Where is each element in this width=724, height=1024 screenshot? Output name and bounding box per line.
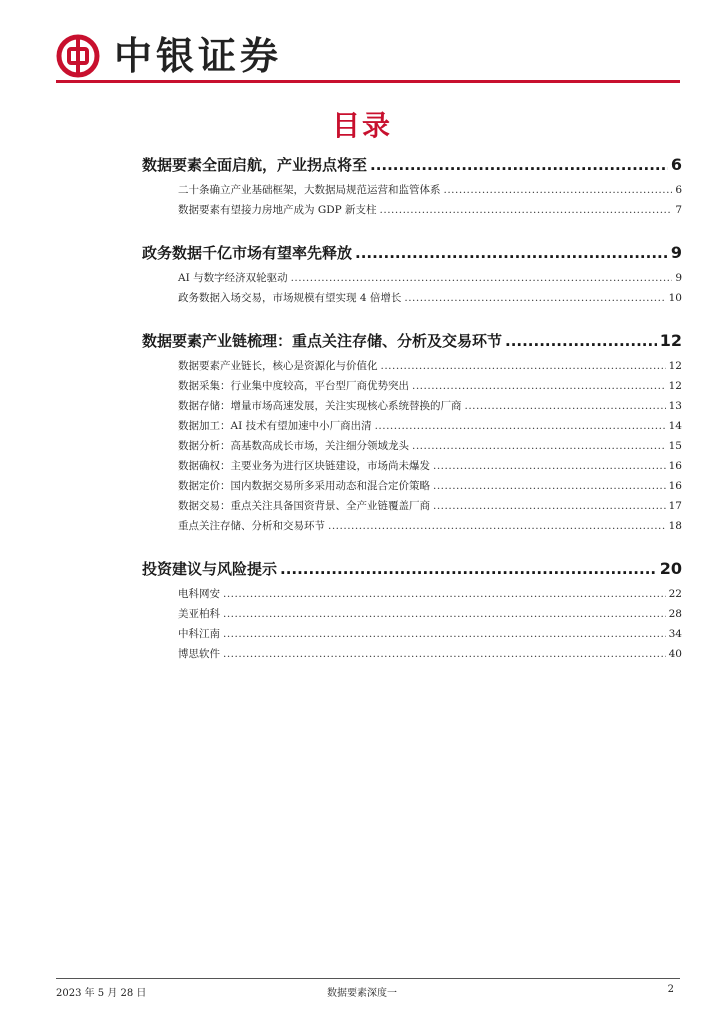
dot-leader bbox=[433, 456, 666, 476]
toc-section-entry[interactable] bbox=[142, 326, 682, 356]
dot-leader bbox=[370, 150, 668, 180]
dot-leader bbox=[223, 644, 666, 664]
toc-subsection-entry[interactable] bbox=[142, 396, 682, 416]
toc-title: 目录 bbox=[331, 109, 392, 142]
toc-subsection-page: 14 bbox=[668, 420, 682, 432]
toc-subsection-entry[interactable] bbox=[142, 416, 682, 436]
dot-leader bbox=[291, 268, 673, 288]
toc-subsection-page: 34 bbox=[668, 628, 682, 640]
dot-leader bbox=[375, 416, 666, 436]
dot-leader bbox=[223, 604, 666, 624]
toc-subsection-title: 美亚柏科 bbox=[178, 608, 220, 620]
toc-subsection-title: 数据分析：高基数高成长市场，关注细分领域龙头 bbox=[178, 440, 409, 452]
dot-leader bbox=[412, 436, 666, 456]
toc-subsection-page: 6 bbox=[675, 184, 682, 196]
dot-leader bbox=[381, 356, 666, 376]
toc-subsection-page: 28 bbox=[668, 608, 682, 620]
toc-section-entry[interactable] bbox=[142, 554, 682, 584]
toc-subsection-page: 10 bbox=[668, 292, 682, 304]
bank-of-china-logo-icon bbox=[56, 34, 100, 78]
toc-subsection-page: 15 bbox=[668, 440, 682, 452]
toc-subsection-entry[interactable] bbox=[142, 268, 682, 288]
toc-section-title: 投资建议与风险提示 bbox=[142, 560, 278, 578]
toc-subsection-title: 数据确权：主要业务为进行区块链建设，市场尚未爆发 bbox=[178, 460, 430, 472]
toc-subsection-entry[interactable] bbox=[142, 604, 682, 624]
toc-subsection-entry[interactable] bbox=[142, 584, 682, 604]
toc-subsection-entry[interactable] bbox=[142, 288, 682, 308]
toc-subsection-page: 9 bbox=[675, 272, 682, 284]
page-header bbox=[56, 28, 676, 80]
dot-leader bbox=[328, 516, 666, 536]
toc-subsection-title: 重点关注存储、分析和交易环节 bbox=[178, 520, 325, 532]
toc-subsection-page: 16 bbox=[668, 460, 682, 472]
toc-subsection-page: 12 bbox=[668, 360, 682, 372]
toc-subsection-page: 22 bbox=[668, 588, 682, 600]
toc-subsection-title: 博思软件 bbox=[178, 648, 220, 660]
footer-doc-title: 数据要素深度一 bbox=[327, 988, 397, 999]
toc-subsection-title: 政务数据入场交易，市场规模有望实现 4 倍增长 bbox=[178, 292, 402, 304]
dot-leader bbox=[433, 476, 666, 496]
toc-subsection-entry[interactable] bbox=[142, 496, 682, 516]
dot-leader bbox=[280, 554, 657, 584]
toc-subsection-page: 12 bbox=[668, 380, 682, 392]
footer-rule bbox=[56, 978, 680, 979]
dot-leader bbox=[223, 584, 666, 604]
toc-subsection-entry[interactable] bbox=[142, 356, 682, 376]
toc-subsection-entry[interactable] bbox=[142, 516, 682, 536]
toc-subsection-page: 16 bbox=[668, 480, 682, 492]
toc-subsection-page: 17 bbox=[668, 500, 682, 512]
dot-leader bbox=[505, 326, 657, 356]
dot-leader bbox=[380, 200, 673, 220]
toc-subsection-title: 中科江南 bbox=[178, 628, 220, 640]
toc-subsection-page: 7 bbox=[675, 204, 682, 216]
dot-leader bbox=[404, 288, 665, 308]
toc-subsection-page: 40 bbox=[668, 648, 682, 660]
toc-subsection-title: 电科网安 bbox=[178, 588, 220, 600]
toc-subsection-entry[interactable] bbox=[142, 436, 682, 456]
toc-subsection-title: 数据加工：AI 技术有望加速中小厂商出清 bbox=[178, 420, 372, 432]
toc-subsection-page: 13 bbox=[668, 400, 682, 412]
toc-subsection-entry[interactable] bbox=[142, 376, 682, 396]
header-rule bbox=[56, 80, 680, 83]
dot-leader bbox=[355, 238, 668, 268]
toc-subsection-entry[interactable] bbox=[142, 624, 682, 644]
toc-section-title: 政务数据千亿市场有望率先释放 bbox=[142, 244, 353, 262]
toc-subsection-entry[interactable] bbox=[142, 180, 682, 200]
dot-leader bbox=[223, 624, 666, 644]
brand-name: 中银证券 bbox=[114, 34, 283, 78]
toc-subsection-entry[interactable] bbox=[142, 476, 682, 496]
dot-leader bbox=[412, 376, 666, 396]
toc-subsection-title: AI 与数字经济双轮驱动 bbox=[178, 272, 288, 284]
toc-subsection-title: 数据要素产业链长，核心是资源化与价值化 bbox=[178, 360, 378, 372]
toc-section-title: 数据要素全面启航，产业拐点将至 bbox=[142, 156, 368, 174]
toc-section-entry[interactable] bbox=[142, 150, 682, 180]
toc-subsection-entry[interactable] bbox=[142, 644, 682, 664]
dot-leader bbox=[465, 396, 666, 416]
footer-date: 2023 年 5 月 28 日 bbox=[56, 988, 147, 999]
toc-section-page: 9 bbox=[670, 243, 682, 262]
dot-leader bbox=[444, 180, 673, 200]
toc-subsection-title: 数据定价：国内数据交易所多采用动态和混合定价策略 bbox=[178, 480, 430, 492]
toc-section-entry[interactable] bbox=[142, 238, 682, 268]
toc-subsection-title: 数据要素有望接力房地产成为 GDP 新支柱 bbox=[178, 204, 377, 216]
toc-section-page: 20 bbox=[659, 559, 682, 578]
toc-subsection-title: 数据存储：增量市场高速发展，关注实现核心系统替换的厂商 bbox=[178, 400, 462, 412]
toc-subsection-entry[interactable] bbox=[142, 200, 682, 220]
toc-subsection-title: 数据采集：行业集中度较高，平台型厂商优势突出 bbox=[178, 380, 409, 392]
toc-section-title: 数据要素产业链梳理：重点关注存储、分析及交易环节 bbox=[142, 332, 503, 350]
toc-subsection-entry[interactable] bbox=[142, 456, 682, 476]
toc-subsection-title: 二十条确立产业基础框架，大数据局规范运营和监管体系 bbox=[178, 184, 441, 196]
footer-page-number: 2 bbox=[667, 984, 674, 995]
table-of-contents bbox=[142, 150, 682, 664]
toc-subsection-page: 18 bbox=[668, 520, 682, 532]
toc-subsection-title: 数据交易：重点关注具备国资背景、全产业链覆盖厂商 bbox=[178, 500, 430, 512]
toc-section-page: 6 bbox=[670, 155, 682, 174]
toc-section-page: 12 bbox=[659, 331, 682, 350]
dot-leader bbox=[433, 496, 666, 516]
